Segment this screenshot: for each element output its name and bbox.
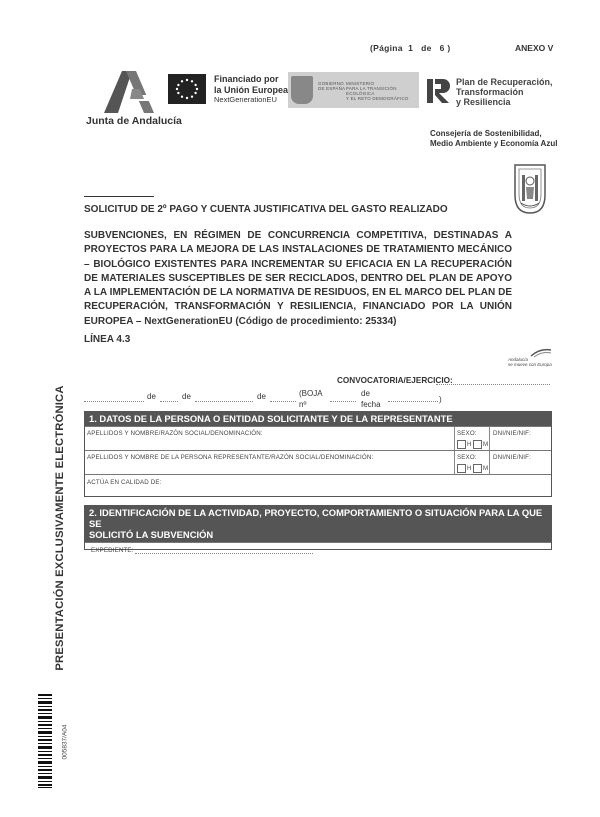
- applicant-sexo-m-checkbox[interactable]: [473, 440, 482, 449]
- andalucia-europa-logo: [508, 348, 556, 370]
- divider: [489, 451, 490, 474]
- gob-line-4: PARA LA TRANSICIÓN ECOLÓGICA: [346, 86, 397, 96]
- representative-sexo-m-label: M: [483, 465, 489, 472]
- andalucia-coat-of-arms-icon: [513, 163, 547, 215]
- gob-line-1: GOBIERNO: [318, 81, 344, 86]
- de-1: de: [147, 392, 156, 401]
- boja-date-field[interactable]: [388, 401, 438, 402]
- de-4: de: [361, 389, 370, 398]
- section-2: [84, 505, 552, 554]
- representative-sexo-label: SEXO:: [457, 454, 477, 461]
- boja-number-label: nº: [299, 400, 307, 409]
- section-2-title-line-2: SOLICITÓ LA SUBVENCIÓN: [89, 529, 214, 540]
- title-rule: [84, 196, 154, 197]
- expediente-row: [85, 542, 551, 559]
- applicant-sexo-m-label: M: [483, 441, 489, 448]
- section-2-title-line-1: 2. IDENTIFICACIÓN DE LA ACTIVIDAD, PROYECTO, COMPORTAMIENTO O SITUACIÓN PARA LA QUE SE: [89, 507, 543, 529]
- gob-line-5: Y EL RETO DEMOGRÁFICO: [346, 96, 409, 101]
- prtr-line-2: Transformación: [456, 87, 524, 97]
- fecha-label: fecha: [361, 400, 381, 409]
- gobierno-text: [318, 81, 345, 91]
- boja-label: (BOJA: [299, 389, 323, 398]
- representative-row: [85, 450, 551, 474]
- eu-line-3: NextGenerationEU: [214, 95, 277, 104]
- andalucia-europa-line-2: se mueve con Europa: [508, 362, 552, 367]
- applicant-sexo-label: SEXO:: [457, 430, 477, 437]
- prtr-line-1: Plan de Recuperación,: [456, 77, 553, 87]
- andalucia-europa-line-1: Andalucía: [508, 357, 529, 362]
- consejeria-name: [430, 129, 557, 149]
- barcode-icon: [38, 694, 52, 788]
- order-field[interactable]: [270, 401, 296, 402]
- expediente-label: EXPEDIENTE:: [91, 547, 134, 554]
- date-day-field[interactable]: [84, 401, 144, 402]
- applicant-name-label: APELLIDOS Y NOMBRE/RAZÓN SOCIAL/DENOMINACIÓN:: [87, 430, 263, 437]
- capacity-row: [85, 474, 551, 497]
- date-year-field[interactable]: [195, 401, 253, 402]
- ministerio-text: [346, 81, 419, 101]
- divider: [454, 427, 455, 450]
- representative-sexo-m-checkbox[interactable]: [473, 464, 482, 473]
- consejeria-line-2: Medio Ambiente y Economía Azul: [430, 139, 558, 148]
- divider: [489, 427, 490, 450]
- applicant-sexo-h-checkbox[interactable]: [457, 440, 466, 449]
- electronic-only-sidebar: [53, 385, 67, 671]
- prtr-line-3: y Resiliencia: [456, 97, 511, 107]
- page-indicator: (Página 1 de 6 ): [370, 43, 451, 53]
- gob-line-3: MINISTERIO: [346, 81, 375, 86]
- section-1: [84, 411, 552, 497]
- eu-funding-text: [214, 74, 288, 106]
- capacity-label: ACTÚA EN CALIDAD DE:: [87, 479, 162, 486]
- electronic-only-text: PRESENTACIÓN EXCLUSIVAMENTE ELECTRÓNICA: [54, 385, 66, 671]
- gob-line-2: DE ESPAÑA: [318, 86, 346, 91]
- eu-line-1: Financiado por: [214, 74, 279, 84]
- convocatoria-field[interactable]: [436, 384, 550, 385]
- prtr-logo-icon: [425, 77, 453, 105]
- section-1-title: 1. DATOS DE LA PERSONA O ENTIDAD SOLICITANTE Y DE LA REPRESENTANTE: [85, 412, 551, 426]
- representative-name-label: APELLIDOS Y NOMBRE DE LA PERSONA REPRESENTANTE/RAZÓN SOCIAL/DENOMINACIÓN:: [87, 454, 374, 461]
- divider: [454, 451, 455, 474]
- linea-label: LÍNEA 4.3: [84, 334, 131, 345]
- de-3: de: [257, 392, 266, 401]
- prtr-text: [456, 77, 553, 107]
- barcode-code-text: 005837/A04: [61, 724, 69, 760]
- de-2: de: [182, 392, 191, 401]
- representative-dni-label: DNI/NIE/NIF:: [493, 454, 531, 461]
- annex-label: ANEXO V: [515, 43, 554, 53]
- procedure-description: SUBVENCIONES, EN RÉGIMEN DE CONCURRENCIA COMPETITIVA, DESTINADAS A PROYECTOS PARA LA MEJORA DE LAS INSTALACIONES DE TRATAMIENTO MECÁNICO – BIOLÓGICO EXISTENTES PARA INCREMENTAR SU EFICACIA EN LA RECUPERACIÓN DE MATERIALES SUSCEPTIBLES DE SER RECICLADOS, DENTRO DEL PLAN DE APOYO A LA IMPLEMENTACIÓN DE LA NORMATIVA DE RESIDUOS, EN EL MARCO DEL PLAN DE RECUPERACIÓN, TRANSFORMACIÓN Y RESILIENCIA, FINANCIADO POR LA UNIÓN EUROPEA – NextGenerationEU (Código de procedimiento: 25334): [84, 230, 512, 327]
- consejeria-line-1: Consejería de Sostenibilidad,: [430, 129, 542, 138]
- applicant-dni-label: DNI/NIE/NIF:: [493, 430, 531, 437]
- document-title: SOLICITUD DE 2º PAGO Y CUENTA JUSTIFICATIVA DEL GASTO REALIZADO: [84, 204, 448, 215]
- eu-line-2: la Unión Europea: [214, 84, 289, 95]
- convocatoria-label: CONVOCATORIA/EJERCICIO:: [337, 376, 453, 385]
- gobierno-espana-logo: [288, 72, 419, 108]
- eu-flag-icon: [168, 74, 206, 104]
- close-paren: ): [439, 395, 442, 404]
- barcode-number: [60, 712, 70, 772]
- expediente-field[interactable]: [135, 553, 313, 554]
- date-month-field[interactable]: [160, 401, 178, 402]
- boja-number-field[interactable]: [330, 401, 356, 402]
- representative-sexo-h-label: H: [467, 465, 472, 472]
- spain-shield-icon: [291, 76, 313, 104]
- section-2-title: [85, 506, 551, 542]
- applicant-sexo-h-label: H: [467, 441, 472, 448]
- representative-sexo-h-checkbox[interactable]: [457, 464, 466, 473]
- junta-andalucia-text: Junta de Andalucía: [86, 115, 182, 127]
- applicant-row: [85, 426, 551, 450]
